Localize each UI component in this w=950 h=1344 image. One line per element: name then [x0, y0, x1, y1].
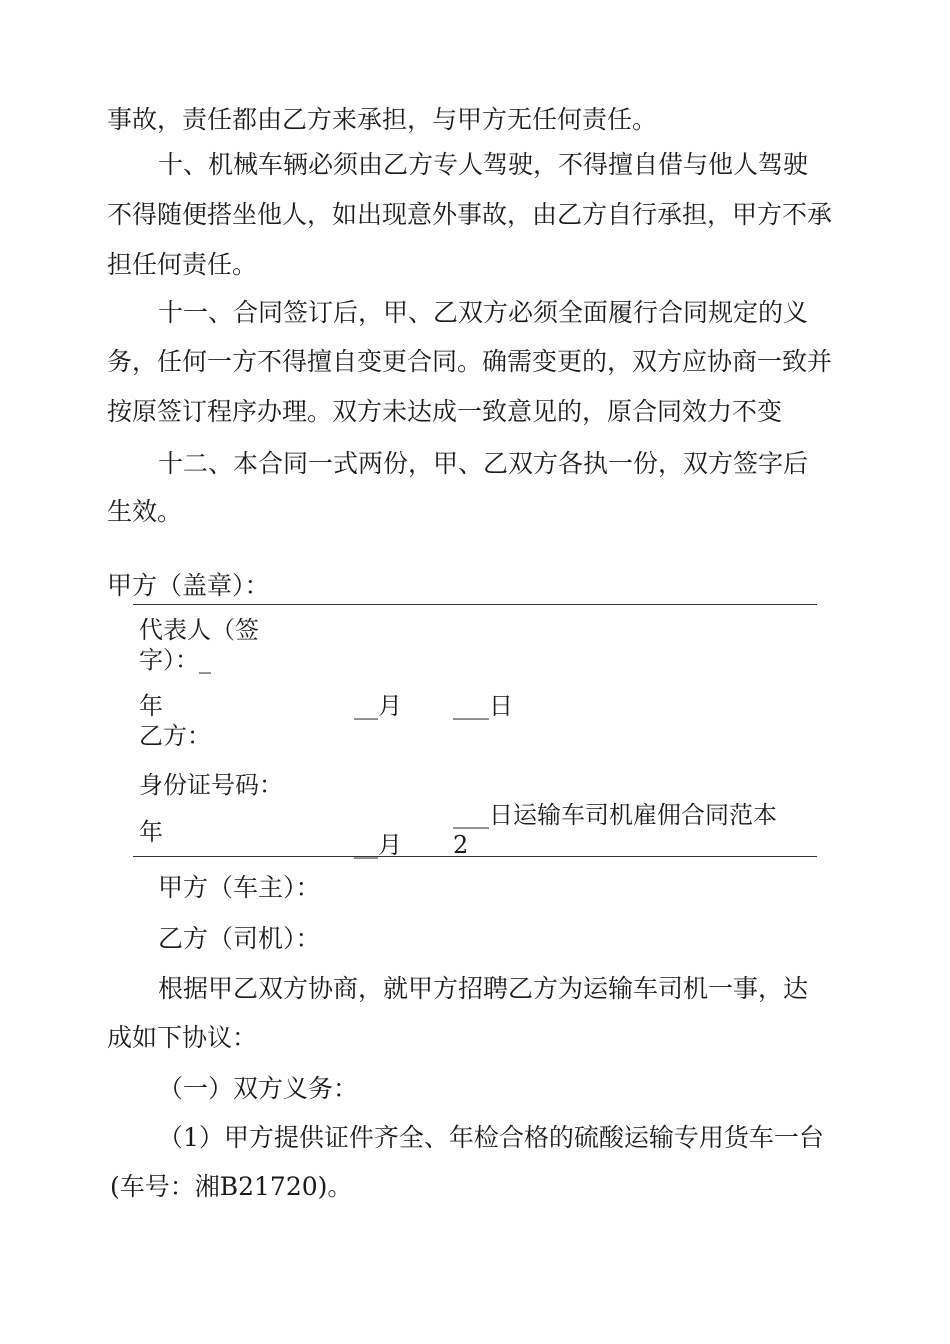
date-year-1: 年	[139, 692, 163, 720]
date-day-1: ___日	[453, 692, 513, 720]
signature-top-rule	[133, 604, 817, 605]
clause-10-line-1: 十、机械车辆必须由乙方专人驾驶，不得擅自借与他人驾驶	[158, 150, 809, 179]
section-1-heading: （一）双方义务：	[158, 1074, 359, 1103]
date-year-2: 年	[139, 818, 163, 846]
party-b-label: 乙方：	[139, 722, 211, 750]
contract2-intro-line-1: 根据甲乙双方协商，就甲方招聘乙方为运输车司机一事，达	[158, 974, 809, 1003]
item-1-line-2: (车号：湘B21720)。	[110, 1172, 353, 1201]
contract2-intro-line-2: 成如下协议：	[107, 1023, 258, 1052]
clause-11-line-2: 务，任何一方不得擅自变更合同。确需变更的，双方应协商一致并	[107, 347, 833, 376]
contract2-party-a: 甲方（车主）：	[158, 873, 321, 902]
party-a-seal-label: 甲方（盖章）：	[107, 571, 270, 600]
representative-label-2: 字）：_	[139, 646, 211, 674]
clause-10-line-3: 担任何责任。	[107, 250, 258, 279]
representative-label-1: 代表人（签	[139, 616, 259, 644]
clause-10-line-2: 不得随便搭坐他人，如出现意外事故，由乙方自行承担，甲方不承	[107, 200, 833, 229]
date-month-2: __月	[354, 831, 402, 859]
clause-12-line-2: 生效。	[107, 497, 183, 526]
signature-bottom-rule	[133, 856, 817, 857]
clause-9-end: 事故，责任都由乙方来承担，与甲方无任何责任。	[107, 105, 658, 134]
date-month-1: __月	[354, 692, 402, 720]
contract2-party-b: 乙方（司机）：	[158, 924, 321, 953]
date-day-2-and-title: ___日运输车司机雇佣合同范本	[453, 801, 777, 829]
clause-11-line-1: 十一、合同签订后，甲、乙双方必须全面履行合同规定的义	[158, 298, 809, 327]
id-number-label: 身份证号码：	[139, 771, 283, 799]
item-1-line-1: （1）甲方提供证件齐全、年检合格的硫酸运输专用货车一台	[158, 1123, 824, 1152]
clause-11-line-3: 按原签订程序办理。双方未达成一致意见的，原合同效力不变	[107, 397, 783, 426]
clause-12-line-1: 十二、本合同一式两份，甲、乙双方各执一份，双方签字后	[158, 449, 809, 478]
document-number: 2	[453, 831, 469, 859]
